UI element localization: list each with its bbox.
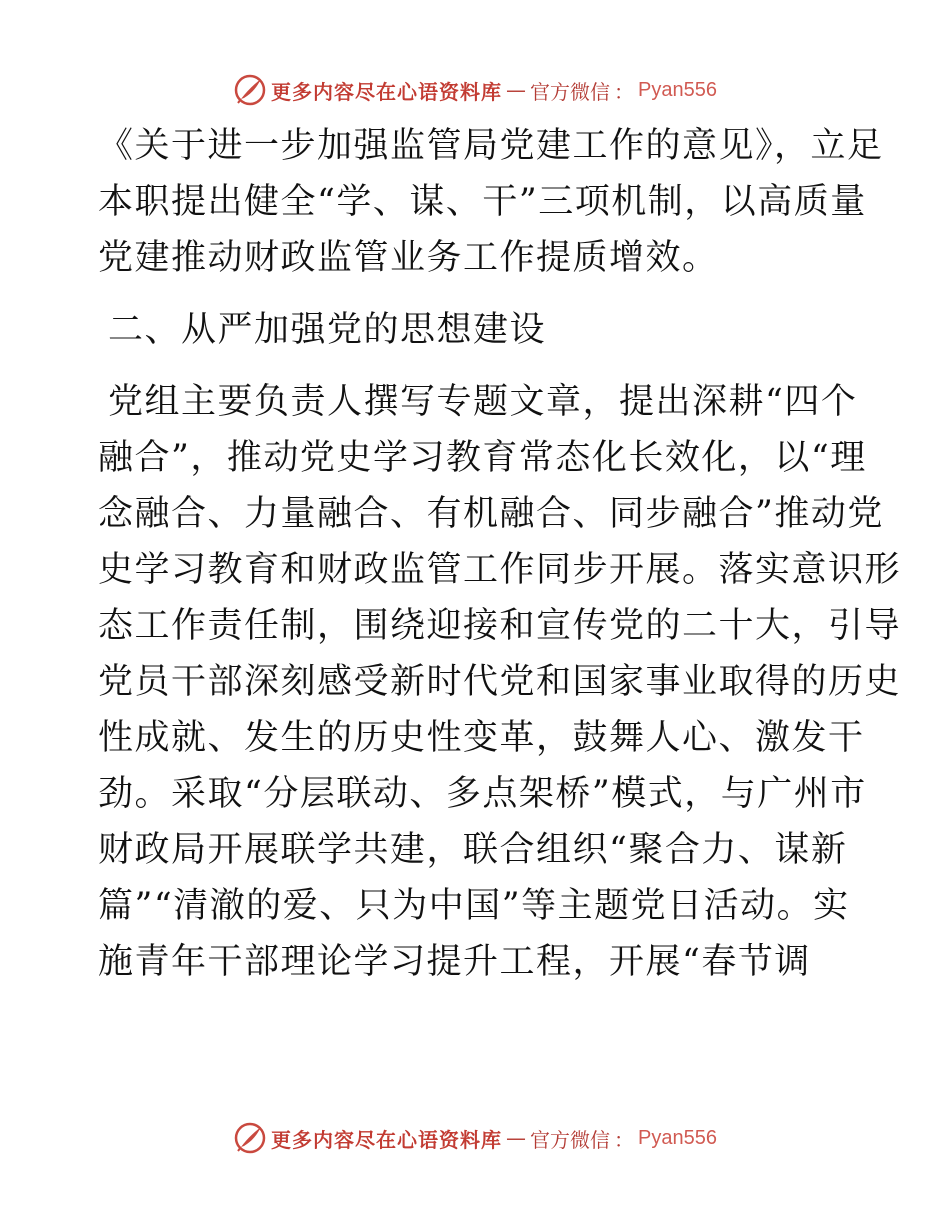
paragraph-line: 性成就、发生的历史性变革，鼓舞人心、激发干 (98, 718, 865, 758)
paragraph-line: 党组主要负责人撰写专题文章，提出深耕“四个 (108, 382, 858, 422)
watermark-wechat-label: 官方微信 (530, 1127, 611, 1152)
watermark-wechat-id: Pyan556 (638, 78, 717, 101)
watermark-wechat-label: 官方微信 (530, 79, 611, 104)
footer-watermark (0, 1118, 950, 1158)
document-body (98, 118, 902, 990)
paragraph-line: 史学习教育和财政监管工作同步开展。落实意识形 (98, 550, 902, 590)
watermark-dash: — (506, 1126, 527, 1150)
header-watermark (0, 70, 950, 110)
watermark-colon: ： (614, 1127, 635, 1152)
paragraph-line: 态工作责任制，围绕迎接和宣传党的二十大，引导 (98, 606, 902, 646)
watermark-brand: 更多内容尽在心语资料库 (271, 79, 503, 104)
paragraph-line: 施青年干部理论学习提升工程，开展“春节调 (98, 942, 811, 982)
paragraph-line: 党建推动财政监管业务工作提质增效。 (98, 238, 719, 278)
paragraph-line: 劲。采取“分层联动、多点架桥”模式，与广州市 (98, 774, 867, 814)
paragraph-line: 篇”“清澈的爱、只为中国”等主题党日活动。实 (98, 886, 850, 926)
paragraph-2 (98, 374, 902, 990)
section-heading: 二、从严加强党的思想建设 (108, 310, 547, 350)
paragraph-line: 党员干部深刻感受新时代党和国家事业取得的历史 (98, 662, 902, 702)
watermark-brand: 更多内容尽在心语资料库 (271, 1127, 503, 1152)
watermark-colon: ： (614, 79, 635, 104)
watermark-wechat-id: Pyan556 (638, 1126, 717, 1149)
feather-pen-icon (233, 1121, 267, 1155)
paragraph-1 (98, 118, 884, 286)
paragraph-line: 财政局开展联学共建，联合组织“聚合力、谋新 (98, 830, 848, 870)
paragraph-line: 《关于进一步加强监管局党建工作的意见》，立足 (98, 126, 884, 166)
paragraph-line: 本职提出健全“学、谋、干”三项机制，以高质量 (98, 182, 867, 222)
paragraph-line: 融合”，推动党史学习教育常态化长效化，以“理 (98, 438, 867, 478)
watermark-dash: — (506, 78, 527, 102)
paragraph-line: 念融合、力量融合、有机融合、同步融合”推动党 (98, 494, 884, 534)
feather-pen-icon (233, 73, 267, 107)
